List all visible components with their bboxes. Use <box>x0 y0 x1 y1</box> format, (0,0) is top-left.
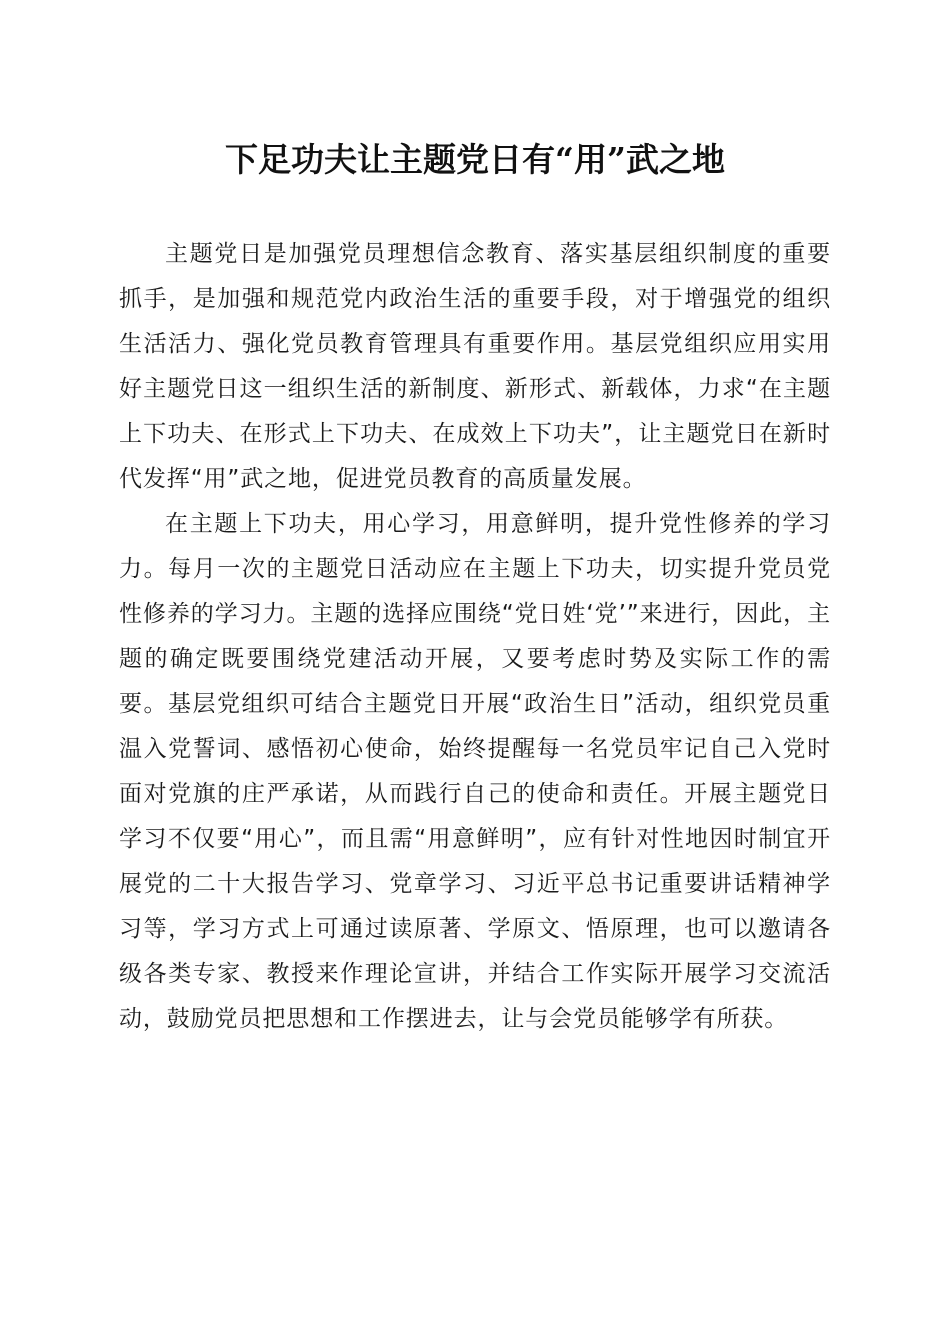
document-title: 下足功夫让主题党日有“用”武之地 <box>225 140 725 179</box>
paragraph-1: 主题党日是加强党员理想信念教育、落实基层组织制度的重要抓手，是加强和规范党内政治生活的重要手段，对于增强党的组织生活活力、强化党员教育管理具有重要作用。基层党组织应用实用好主题党日这一组织生活的新制度、新形式、新载体，力求“在主题上下功夫、在形式上下功夫、在成效上下功夫”，让主题党日在新时代发挥“用”武之地，促进党员教育的高质量发展。 <box>119 241 831 492</box>
paragraph-2: 在主题上下功夫，用心学习，用意鲜明，提升党性修养的学习力。每月一次的主题党日活动应在主题上下功夫，切实提升党员党性修养的学习力。主题的选择应围绕“党日姓‘党’”来进行，因此，主题的确定既要围绕党建活动开展，又要考虑时势及实际工作的需要。基层党组织可结合主题党日开展“政治生日”活动，组织党员重温入党誓词、感悟初心使命，始终提醒每一名党员牢记自己入党时面对党旗的庄严承诺，从而践行自己的使命和责任。开展主题党日学习不仅要“用心”，而且需“用意鲜明”，应有针对性地因时制宜开展党的二十大报告学习、党章学习、习近平总书记重要讲话精神学习等，学习方式上可通过读原著、学原文、悟原理，也可以邀请各级各类专家、教授来作理论宣讲，并结合工作实际开展学习交流活动，鼓励党员把思想和工作摆进去，让与会党员能够学有所获。 <box>119 511 831 1032</box>
document-body <box>119 232 831 1042</box>
